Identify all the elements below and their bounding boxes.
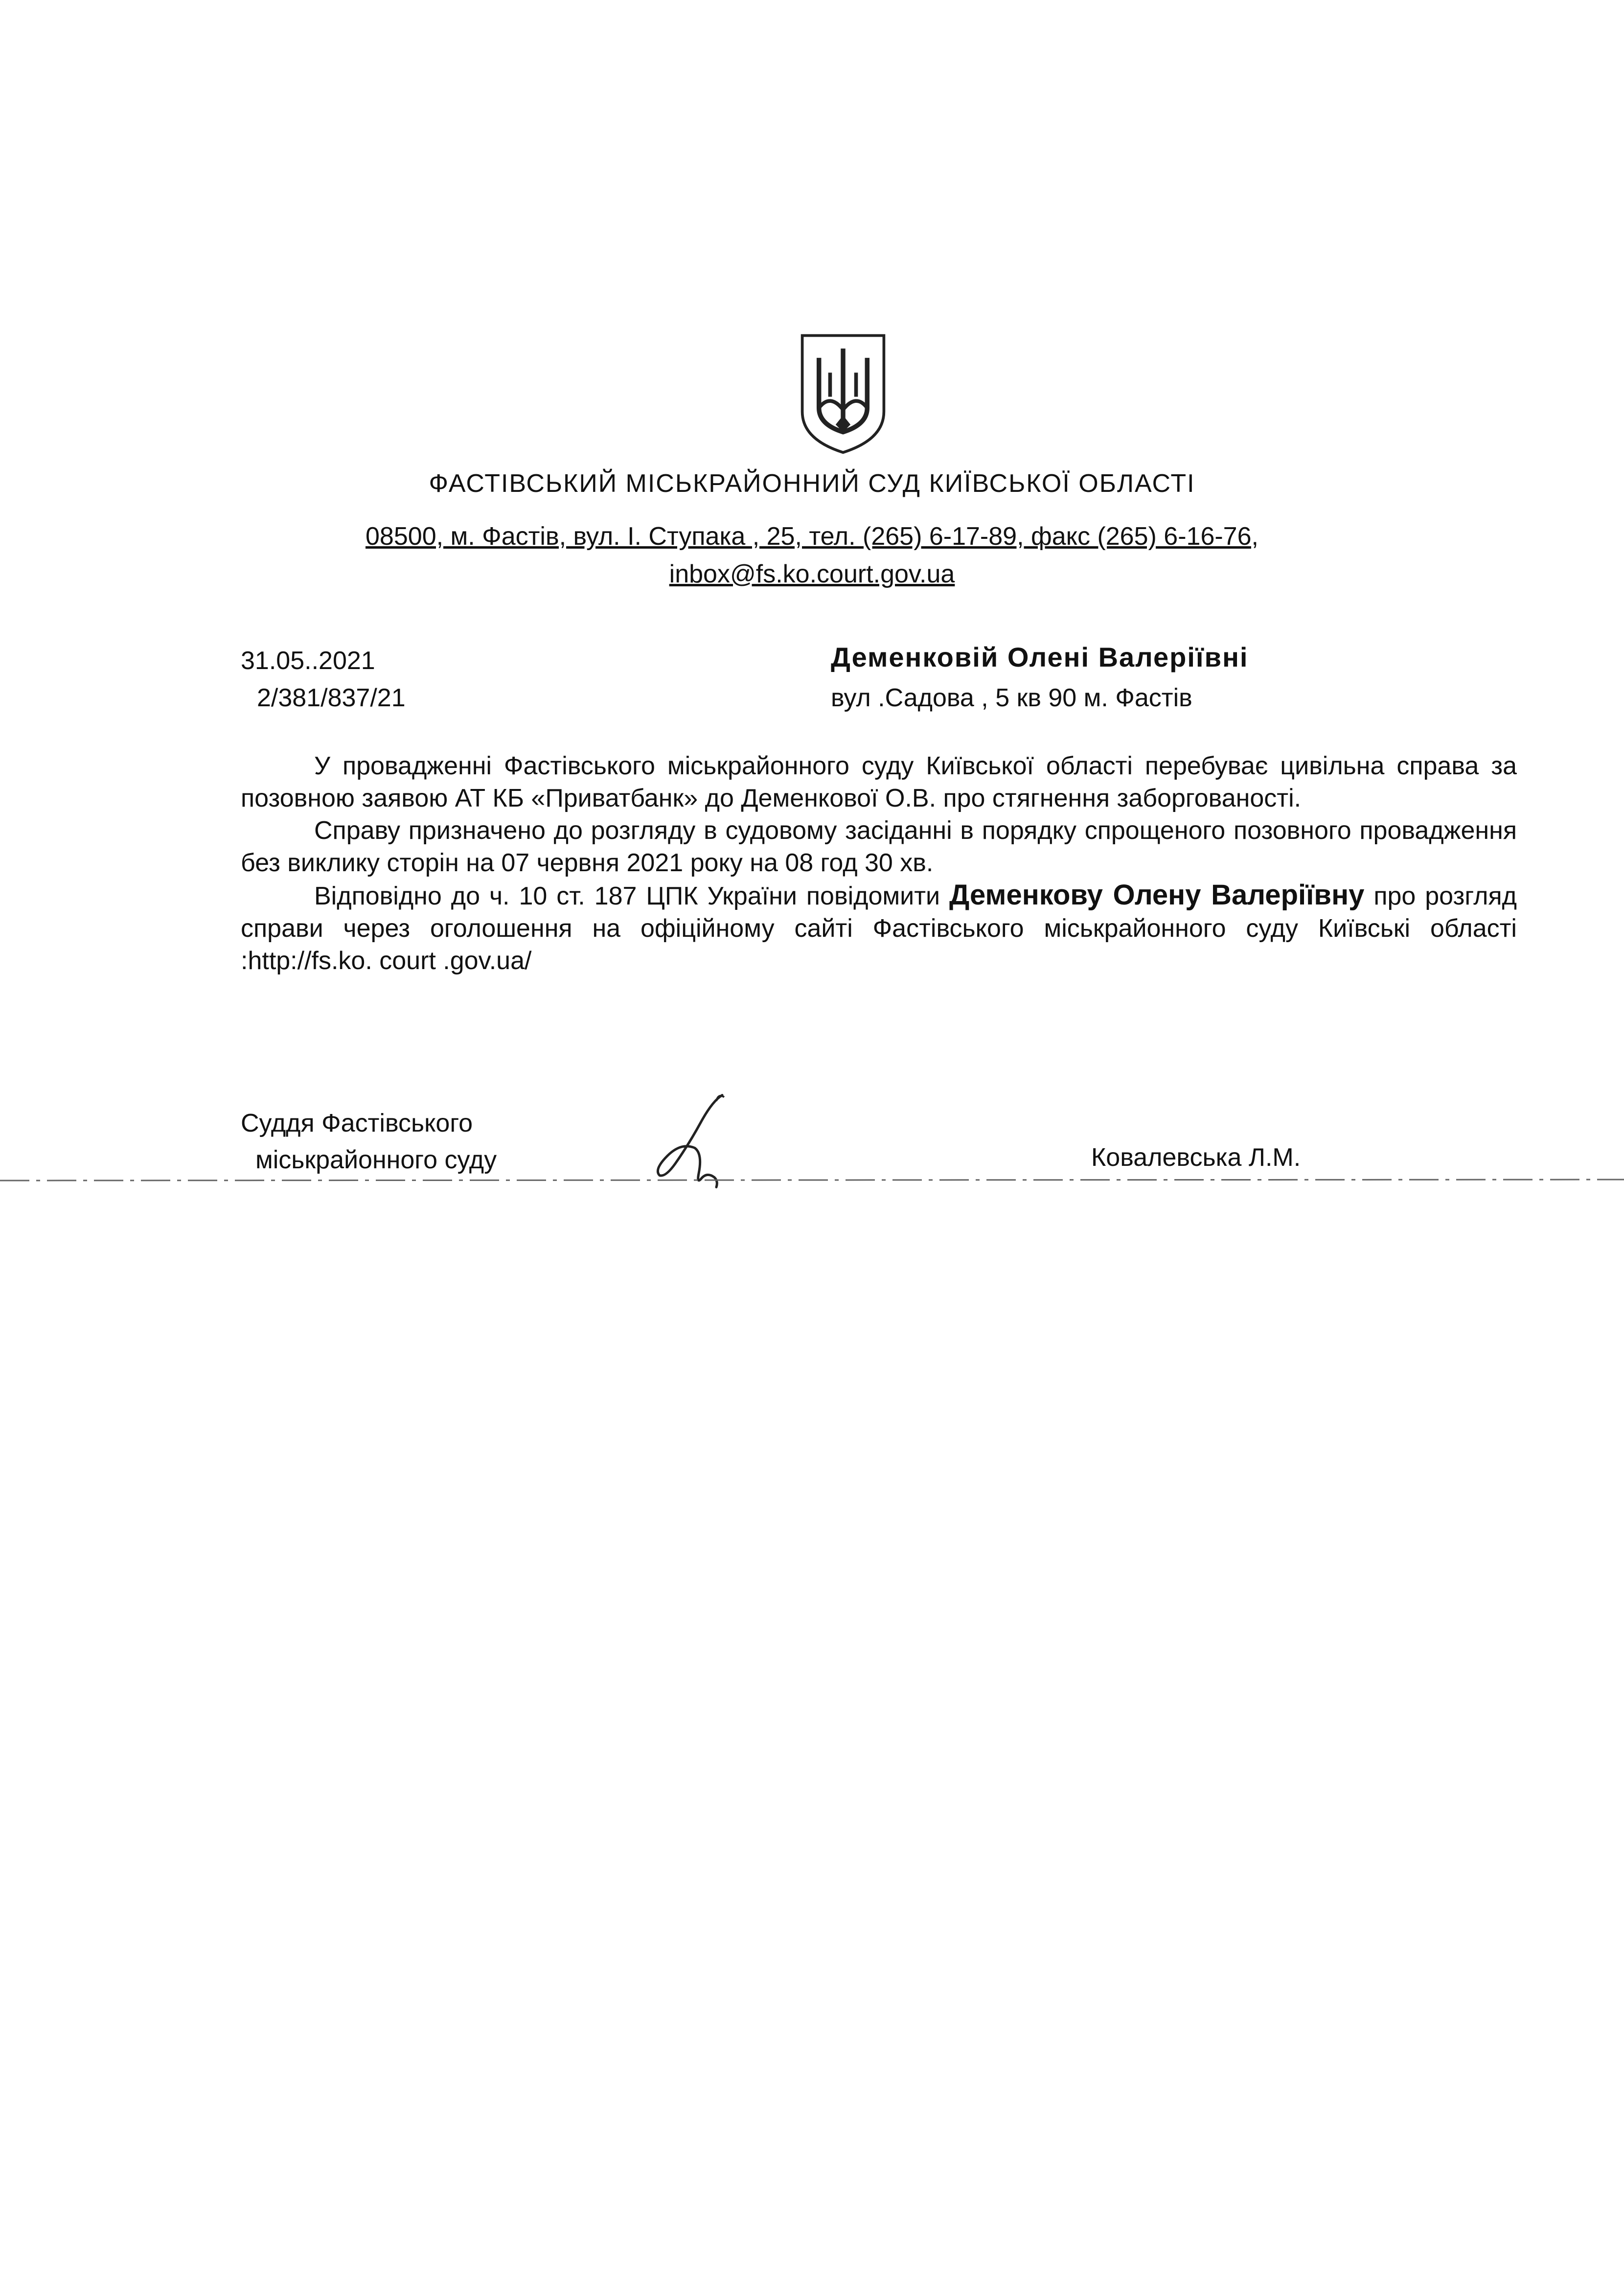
judge-name: Ковалевська Л.М.	[1091, 1143, 1301, 1172]
letter-body	[241, 750, 1517, 977]
recipient-name: Деменковій Олені Валеріївні	[831, 642, 1249, 672]
body-paragraph-3-start: Відповідно до ч. 10 ст. 187 ЦПК України повідомити	[314, 882, 950, 910]
bottom-dashed-rule	[0, 1175, 1624, 1186]
court-address: 08500, м. Фастів, вул. І. Ступака , 25, тел. (265) 6-17-89, факс (265) 6-16-76,	[366, 522, 1258, 551]
court-email: inbox@fs.ko.court.gov.ua	[669, 560, 955, 588]
letter-date: 31.05..2021	[241, 647, 375, 675]
body-paragraph-2: Справу призначено до розгляду в судовому засіданні в порядку спрощеного позовного провадження без виклику сторін на 07 червня 2021 року на 08 год 30 хв.	[241, 816, 1517, 877]
coat-of-arms-icon	[797, 332, 890, 456]
judge-title-line-2: міськрайонного суду	[255, 1146, 497, 1174]
notified-person-name: Деменкову Олену Валеріївну	[949, 879, 1365, 911]
judge-title-line-1: Суддя Фастівського	[241, 1109, 473, 1137]
body-paragraph-3	[241, 879, 1517, 977]
body-paragraph-1: У провадженні Фастівського міськрайонного суду Київської області перебуває цивільна справа за позовною заявою АТ КБ «Приватбанк» до Деменкової О.В. про стягнення заборгованості.	[241, 752, 1517, 812]
body-paragraph-3-end: про розгляд справи через оголошення на офіційному сайті Фастівського міськрайонного суду Київські області :http://fs.ko. court .gov.ua/	[241, 882, 1517, 975]
case-number: 2/381/837/21	[257, 684, 406, 712]
court-name: ФАСТІВСЬКИЙ МІСЬКРАЙОННИЙ СУД КИЇВСЬКОЇ ОБЛАСТІ	[429, 469, 1195, 498]
recipient-address: вул .Садова , 5 кв 90 м. Фастів	[831, 684, 1192, 712]
